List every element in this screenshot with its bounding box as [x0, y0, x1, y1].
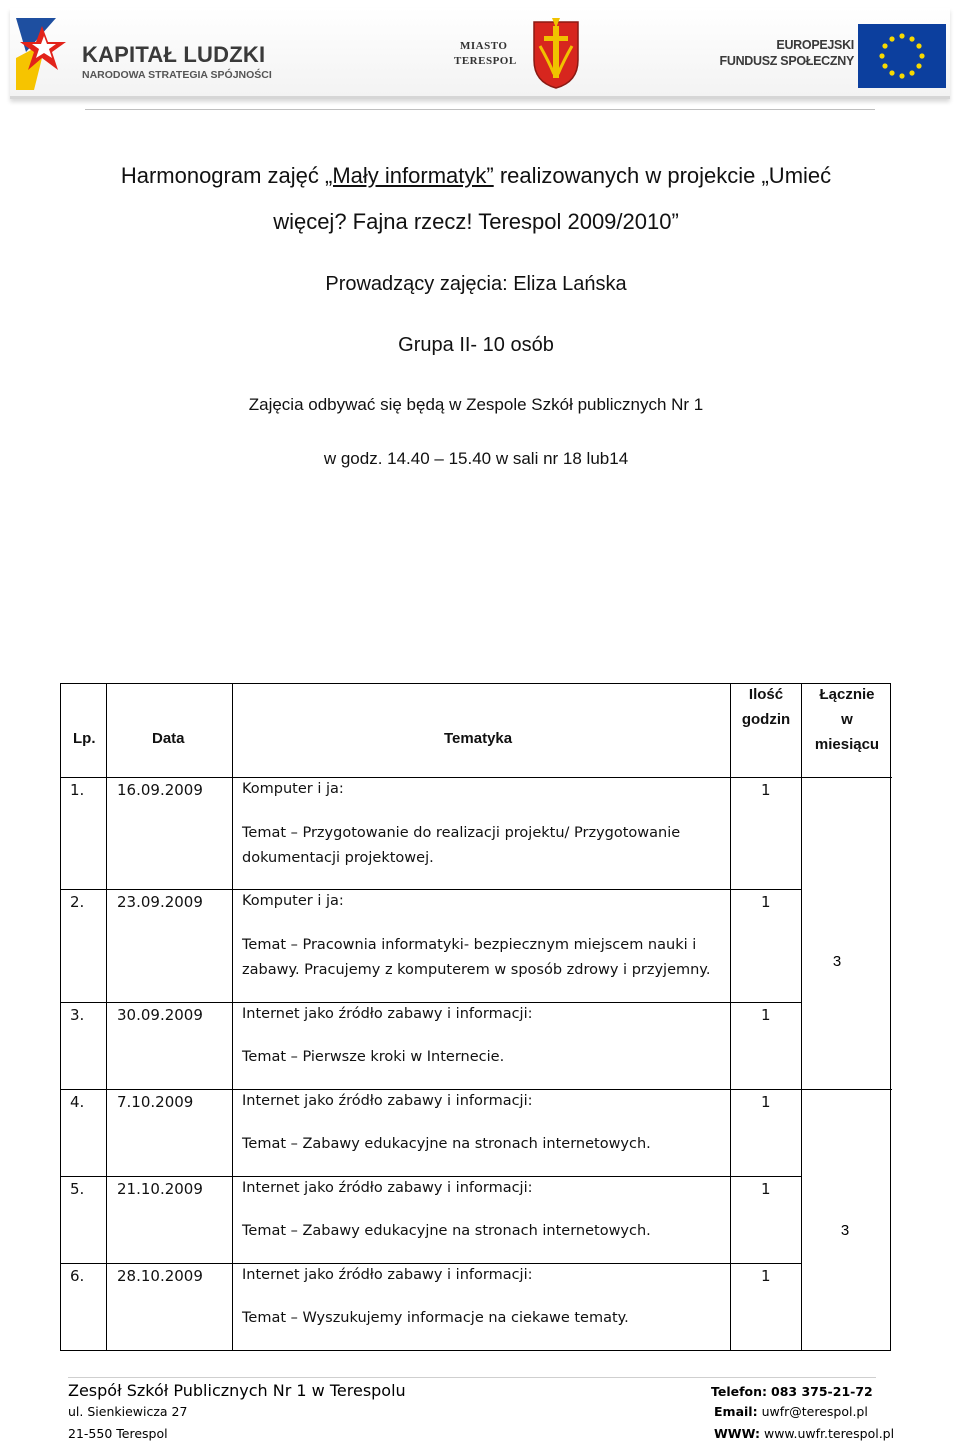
row-lp: 1. [70, 781, 85, 799]
row-date: 7.10.2009 [117, 1093, 194, 1111]
footer-www-value[interactable]: www.uwfr.terespol.pl [763, 1426, 895, 1441]
location-line: Zajęcia odbywać się będą w Zespole Szkół publicznych Nr 1 [248, 395, 704, 414]
row-hours: 1 [761, 1267, 771, 1285]
month-total-september: 3 [832, 953, 842, 970]
header-lacznie-line1: Łącznie [819, 686, 875, 703]
row-topic: Temat – Zabawy edukacyjne na stronach internetowych. [242, 1223, 651, 1239]
row-hours: 1 [761, 1093, 771, 1111]
row-title: Internet jako źródło zabawy i informacji: [242, 1006, 533, 1022]
row-date: 21.10.2009 [117, 1180, 203, 1198]
row-hours: 1 [761, 893, 771, 911]
eu-flag-icon [858, 24, 946, 88]
kapital-ludzki-subtitle: NARODOWA STRATEGIA SPÓJNOŚCI [82, 69, 272, 81]
row-divider-4 [61, 1176, 802, 1177]
footer-phone [711, 1384, 873, 1399]
row-title: Internet jako źródło zabawy i informacji: [242, 1180, 533, 1196]
document-title-line2: więcej? Fajna rzecz! Terespol 2009/2010” [273, 209, 679, 234]
row-topic: Temat – Pierwsze kroki w Internecie. [242, 1049, 505, 1065]
footer-divider [68, 1377, 876, 1378]
row-lp: 5. [70, 1180, 85, 1198]
row-divider-1 [61, 889, 802, 890]
footer-postal: 21-550 Terespol [68, 1426, 168, 1441]
row-topic-line1: Temat – Pracownia informatyki- bezpiecznym miejscem nauki i [242, 937, 697, 953]
row-hours: 1 [761, 781, 771, 799]
row-date: 30.09.2009 [117, 1006, 203, 1024]
header-lacznie-line2: w [841, 711, 853, 728]
header-ilosc-line1: Ilość [748, 686, 784, 703]
footer-street: ul. Sienkiewicza 27 [68, 1404, 188, 1419]
row-date: 16.09.2009 [117, 781, 203, 799]
row-topic-line2: zabawy. Pracujemy z komputerem w sposób zdrowy i przyjemny. [242, 962, 711, 978]
eu-fund-logo [719, 12, 950, 94]
row-topic: Temat – Wyszukujemy informacje na ciekawe tematy. [242, 1310, 629, 1326]
title-suffix: realizowanych w projekcie „Umieć [493, 163, 832, 188]
row-title: Komputer i ja: [242, 893, 344, 909]
row-divider-5 [61, 1263, 802, 1264]
kapital-ludzki-star-icon [16, 12, 78, 92]
kapital-ludzki-title: KAPITAŁ LUDZKI [82, 42, 266, 67]
row-title: Internet jako źródło zabawy i informacji: [242, 1093, 533, 1109]
footer-phone-value: 083 375-21-72 [771, 1384, 873, 1399]
city-logo-line1: MIASTO [460, 40, 508, 52]
city-logo [442, 12, 592, 94]
row-topic [242, 821, 722, 871]
month-total-october: 3 [840, 1222, 850, 1239]
row-lp: 3. [70, 1006, 85, 1024]
row-divider-2 [61, 1002, 802, 1003]
row-divider-3 [61, 1089, 892, 1090]
title-course-name: „Mały informatyk” [325, 163, 494, 188]
row-topic-line2: dokumentacji projektowej. [242, 850, 434, 866]
footer-email-label: Email: [714, 1404, 758, 1419]
row-lp: 2. [70, 893, 85, 911]
footer-www [714, 1426, 894, 1441]
title-prefix: Harmonogram zajęć [120, 163, 326, 188]
footer-school-name: Zespół Szkół Publicznych Nr 1 w Terespolu [68, 1381, 406, 1400]
row-lp: 4. [70, 1093, 85, 1111]
header-tematyka: Tematyka [444, 730, 513, 747]
header-lp: Lp. [73, 730, 96, 747]
kapital-ludzki-logo [16, 12, 286, 92]
row-title: Internet jako źródło zabawy i informacji: [242, 1267, 533, 1283]
row-date: 28.10.2009 [117, 1267, 203, 1285]
eu-logo-line2: FUNDUSZ SPOŁECZNY [719, 54, 854, 68]
header-lacznie-line3: miesiącu [814, 736, 880, 753]
header-divider [85, 109, 875, 110]
col-divider-lp [106, 684, 107, 1350]
header-lacznie [803, 682, 891, 757]
header-ilosc-line2: godzin [741, 711, 791, 728]
row-hours: 1 [761, 1180, 771, 1198]
eu-logo-line1: EUROPEJSKI [776, 38, 854, 52]
footer-phone-label: Telefon: [711, 1384, 768, 1399]
header-row-divider [61, 777, 892, 778]
footer-email-value[interactable]: uwfr@terespol.pl [761, 1404, 868, 1419]
city-crest-icon [530, 16, 582, 90]
schedule-table [60, 683, 891, 1351]
row-topic [242, 933, 722, 983]
group-line: Grupa II- 10 osób [398, 334, 554, 356]
city-logo-line2: TERESPOL [454, 55, 517, 67]
time-line: w godz. 14.40 – 15.40 w sali nr 18 lub14 [323, 449, 629, 468]
header-logo-band [10, 8, 950, 99]
row-topic: Temat – Zabawy edukacyjne na stronach internetowych. [242, 1136, 651, 1152]
footer-www-label: WWW: [714, 1426, 760, 1441]
col-divider-ilosc [801, 684, 802, 1350]
row-title: Komputer i ja: [242, 781, 344, 797]
row-hours: 1 [761, 1006, 771, 1024]
document-title-line1 [60, 163, 892, 189]
col-divider-tematyka [730, 684, 731, 1350]
row-topic-line1: Temat – Przygotowanie do realizacji projektu/ Przygotowanie [242, 825, 681, 841]
footer-email [714, 1404, 868, 1419]
row-date: 23.09.2009 [117, 893, 203, 911]
row-lp: 6. [70, 1267, 85, 1285]
instructor-line: Prowadzący zajęcia: Eliza Lańska [325, 273, 627, 295]
col-divider-data [232, 684, 233, 1350]
header-ilosc-godzin [733, 682, 799, 732]
header-data: Data [152, 730, 185, 747]
